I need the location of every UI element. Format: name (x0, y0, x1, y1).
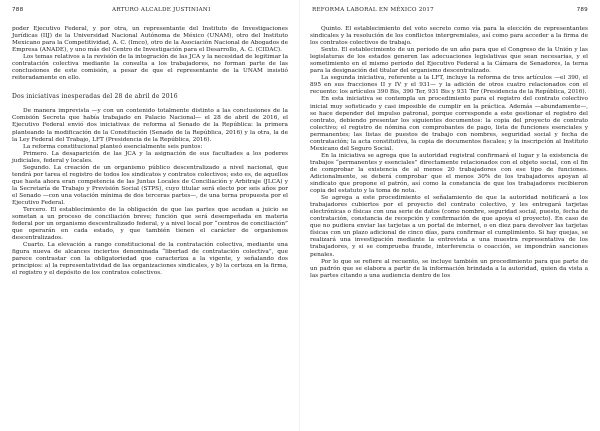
left-running-header (12, 7, 288, 17)
right-running-header (312, 7, 588, 17)
section-heading: Dos iniciativas inesperadas del 28 de abril de 2016 (12, 93, 178, 101)
right-paragraph: Sexto. El establecimiento de un periodo de un año para que el Congreso de la Unión y las legislaturas de los estados generen las adecuaciones legislativas que sean necesarias, y el sometimiento en el mismo periodo del Ejecutivo Federal a la Cámara de Senadores, la terna para la designación del titular del organismo descentralizado. (310, 47, 588, 75)
left-paragraph: Primero. La desaparición de las JCA y la asignación de sus facultades a los poderes judiciales, federal y locales. (12, 150, 288, 164)
right-paragraph: En esta iniciativa se contempla un procedimiento para el registro del contrato colectivo inicial muy sofisticado y casi imposible de cumplir en la práctica. Además —abundamente—, se hace depender del impulso patronal, porque corresponde a este gestionar el registro del contrato, debiendo presentar los siguientes documentos: la copia del proyecto de contrato colectivo; el registro de nómina con comprobantes de pago, lista de funciones esenciales y permanentes; las listas de puestos de trabajo con nombres, seguridad social y fecha de contratación; la acta constitutiva, la copia de documentos fiscales; y la inscripción al Instituto Mexicano del Seguro Social. (310, 96, 588, 152)
left-paragraph: poder Ejecutivo Federal, y por otra, un representante del Instituto de Investigaciones Jurídicas (IIJ) de la Universidad Nacional Autónoma de México (UNAM), otro del Instituto Mexicano para la Competitividad, A. C. (Imco), otro de la Asociación Nacional de Abogados de Empresa (ANADE), y uno más del Centro de Investigación para el Desarrollo, A. C. (CIDAC). (12, 26, 288, 54)
right-page-number: 789 (576, 7, 588, 13)
left-paragraph: La reforma constitucional planteó esencialmente seis puntos: (23, 143, 203, 150)
left-paragraph: Tercero. El establecimiento de la obligación de que las partes que acudan a juicio se sometan a un proceso de conciliación breve; función que será desempeñada en materia federal por un organismo descentralizado federal, y a nivel local por “centros de conciliación” que operarán en cada estado, y que también tienen el carácter de organismos descentralizados. (12, 207, 288, 242)
right-page (300, 0, 600, 431)
left-paragraph: De manera imprevista —y con un contenido totalmente distinto a las conclusiones de la Comisión Secreta que había trabajado en Palacio Nacional— el 28 de abril de 2016, el Ejecutivo Federal envió dos iniciativas de reforma al Senado de la República: la primera planteando la modificación de la Constitución (Senado de la República, 2016) y la otra, la de la Ley Federal del Trabajo, LFT (Presidencia de la República, 2016). (12, 108, 288, 143)
left-running-head-title: ARTURO ALCALDE JUSTINIANI (112, 7, 211, 13)
right-paragraph: Por lo que se refiere al recuento, se incluye también un procedimiento para que parte de un padrón que se elabora a partir de la información brindada a la autoridad, quien da vista a las partes citando a una audiencia dentro de los (310, 258, 588, 279)
left-paragraph: Los temas relativos a la revisión de la integración de las JCA y la necesidad de legitimar la contratación colectiva mediante la consulta a los trabajadores, no forman parte de las conclusiones de este comisión, a pesar de que el representante de la UNAM insistió reiteradamente en ello. (12, 54, 288, 82)
left-page-number: 788 (12, 7, 24, 13)
right-paragraph: La segunda iniciativa, referente a la LFT, incluye la reforma de tres artículos —el 390, el 895 en sus fracciones II y IV y el 931— y la adición de otros cuatro relacionados con el recuento: los artículos 390 Bis, 390 Ter, 931 Bis y 931 Ter (Presidencia de la República, 2016). (310, 75, 588, 96)
left-paragraph: Segundo. La creación de un organismo público descentralizado a nivel nacional, que tendrá por tarea el registro de todos los sindicatos y contratos colectivos; esto es, de aquellos que hasta ahora eran competencia de las Juntas Locales de Conciliación y Arbitraje (JLCA) y la Secretaría de Trabajo y Previsión Social (STPS), cuyo titular será electo por seis años por el Senado —con una votación mínima de dos terceras partes—, de una terna propuesta por el Ejecutivo Federal. (12, 164, 288, 206)
right-paragraph: Se agrega a este procedimiento el señalamiento de que la autoridad notificará a los trabajadores cubiertos por el proyecto del contrato colectivo, y les entregará tarjetas electrónicas o físicas con una serie de datos (como nombre, seguridad social, puesto, fecha de contratación, constancia de recepción y confirmación de que apoya el proyecto). En caso de que no pudiera enviar las tarjetas a un portal de internet, o en diez para devolver las tarjetas físicas con un plazo adicional de cinco días, para confirmar el cumplimiento. Si hay quejas, se realizará una investigación mediante la entrevista a una muestra representativa de los trabajadores, y si se comprueba fraude, interferencia o coacción, se impondrán sanciones penales. (310, 195, 588, 258)
right-paragraph: Quinto. El establecimiento del voto secreto como vía para la elección de representantes sindicales y la resolución de los conflictos intergremiales, así como para acceder a la firma de los contratos colectivos de trabajo. (310, 26, 588, 47)
right-running-head-title: REFORMA LABORAL EN MÉXICO 2017 (312, 7, 434, 13)
left-paragraph: Cuarto. La elevación a rango constitucional de la contratación colectiva, mediante una figura nueva de alcances inciertos denominada “libertad de contratación colectiva”, que parece contrastar con la obligatoriedad que caracteriza a la vigente, y señalando dos principios: a) la representatividad de las organizaciones sindicales, y b) la certeza en la firma, el registro y el depósito de los contratos colectivos. (12, 242, 288, 277)
right-paragraph: En la iniciativa se agrega que la autoridad registral confirmará el lugar y la existencia de trabajos “permanentes y esenciales” directamente relacionados con el objeto social, con el fin de comprobar la existencia de al menos 20 trabajadores con ese tipo de funciones. Adicionalmente, se deberá comprobar que el menos 30% de los trabajadores apoyan al sindicato que propone el patrón, así como la constancia de que los trabajadores recibieron copia del estatuto y la toma de nota. (310, 152, 588, 195)
